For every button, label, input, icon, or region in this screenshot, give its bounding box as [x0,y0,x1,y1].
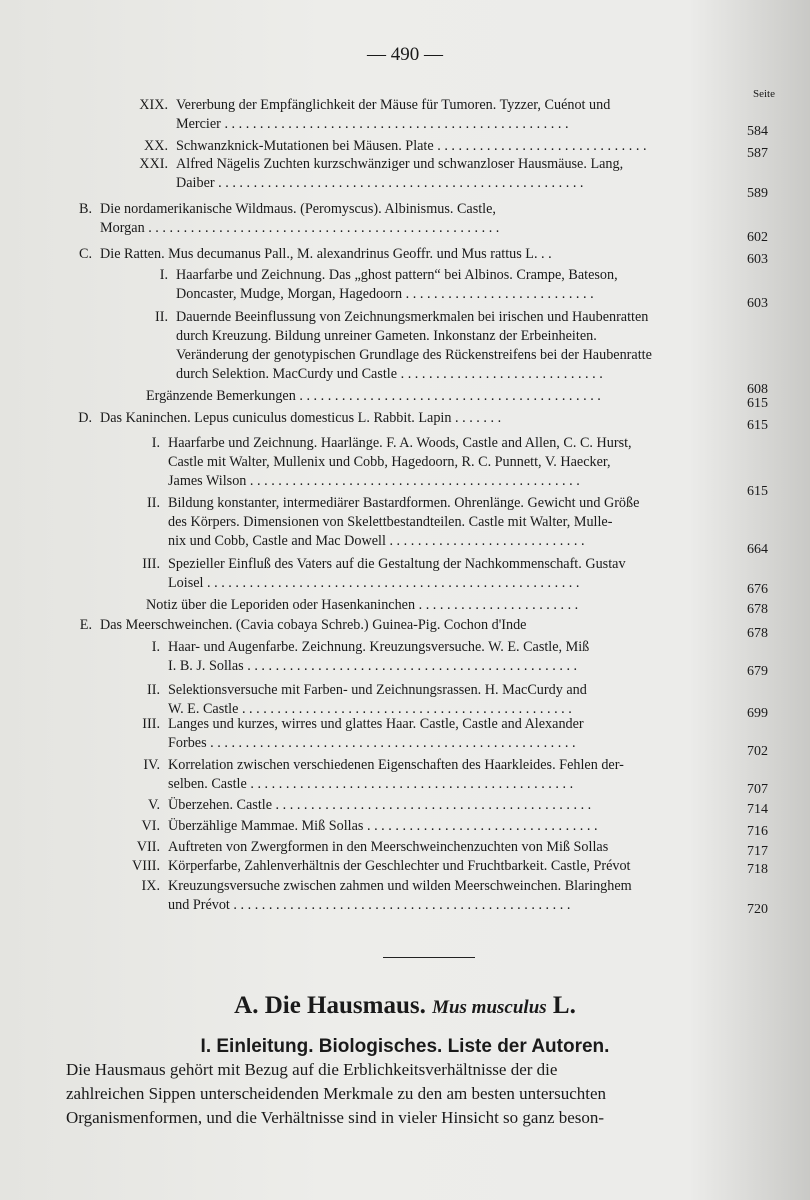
toc-entry-number: XIX. [139,97,168,113]
toc-entry-line: Haar- und Augenfarbe. Zeichnung. Kreuzungsversuche. W. E. Castle, Miß [168,639,590,655]
toc-page-number: 679 [747,664,768,679]
toc-entry-line: und Prévot . . . . . . . . . . . . . . . . . . . . . . . . . . . . . . . . . . . . . . . . . . . . . . . . [168,897,571,913]
toc-entry-line: James Wilson . . . . . . . . . . . . . . . . . . . . . . . . . . . . . . . . . . . . . . . . . . . . . . . [168,473,580,489]
toc-page-number: 717 [747,844,768,859]
toc-entry-number: B. [78,201,92,217]
toc-entry-line: Die Ratten. Mus decumanus Pall., M. alexandrinus Geoffr. und Mus rattus L. . . [100,246,552,262]
toc-page-number: 678 [747,602,768,617]
toc-entry-number: XXI. [139,156,168,172]
toc-entry-line: Schwanzknick-Mutationen bei Mäusen. Plate . . . . . . . . . . . . . . . . . . . . . . . . . . . . . . [176,138,647,154]
toc-entry-line: Auftreten von Zwergformen in den Meerschweinchenzuchten von Miß Sollas [168,839,609,855]
toc-entry-line: Loisel . . . . . . . . . . . . . . . . . . . . . . . . . . . . . . . . . . . . . . . . . . . . . . . . . . . . . [168,575,580,591]
toc-page-number: 664 [747,542,768,557]
toc-entry-line: Überzehen. Castle . . . . . . . . . . . . . . . . . . . . . . . . . . . . . . . . . . . . . . . . . . . . . [168,797,592,813]
toc-page-number: 702 [747,744,768,759]
toc-entry-line: Körperfarbe, Zahlenverhältnis der Geschlechter und Fruchtbarkeit. Castle, Prévot [168,858,631,874]
toc-entry-line: Bildung konstanter, intermediärer Bastardformen. Ohrenlänge. Gewicht und Größe [168,495,640,511]
toc-entry-number: III. [142,716,160,732]
toc-entry-line: Die nordamerikanische Wildmaus. (Peromyscus). Albinismus. Castle, [100,201,496,217]
toc-page-number: 718 [747,862,768,877]
toc-entry-line: Selektionsversuche mit Farben- und Zeichnungsrassen. H. MacCurdy and [168,682,587,698]
toc-entry-line: nix und Cobb, Castle and Mac Dowell . . . . . . . . . . . . . . . . . . . . . . . . . . . . [168,533,585,549]
toc-entry-line: I. B. J. Sollas . . . . . . . . . . . . . . . . . . . . . . . . . . . . . . . . . . . . . . . . . . . . . . . [168,658,578,674]
toc-entry-number: E. [79,617,92,633]
toc-page-number: 602 [747,230,768,245]
toc-entry-line: Doncaster, Mudge, Morgan, Hagedoorn . . . . . . . . . . . . . . . . . . . . . . . . . . . [176,286,594,302]
toc-entry-line: Haarfarbe und Zeichnung. Haarlänge. F. A. Woods, Castle and Allen, C. C. Hurst, [168,435,632,451]
toc-entry-number: VI. [141,818,160,834]
toc-entry-number: VIII. [132,858,160,874]
toc-page-number: 720 [747,902,768,917]
toc-entry-number: C. [78,246,92,262]
body-line-1: Die Hausmaus gehört mit Bezug auf die Erblichkeitsverhältnisse der die [66,1060,558,1079]
toc-entry-line: Notiz über die Leporiden oder Hasenkaninchen . . . . . . . . . . . . . . . . . . . . . . . [146,597,579,613]
toc-entry-line: Langes und kurzes, wirres und glattes Haar. Castle, Castle and Alexander [168,716,584,732]
toc-entry-line: Forbes . . . . . . . . . . . . . . . . . . . . . . . . . . . . . . . . . . . . . . . . . . . . . . . . . . . . [168,735,576,751]
toc-entry-number: I. [151,435,160,451]
toc-page-number: 676 [747,582,768,597]
toc-entry-line: Korrelation zwischen verschiedenen Eigenschaften des Haarkleides. Fehlen der- [168,757,624,773]
body-line-3: Organismenformen, und die Verhältnisse sind in vieler Hinsicht so ganz beson- [66,1108,605,1127]
toc-entry-line: durch Kreuzung. Bildung unreiner Gameten. Inkonstanz der Erbeinheiten. [176,328,597,344]
toc-entry-line: Überzählige Mammae. Miß Sollas . . . . . . . . . . . . . . . . . . . . . . . . . . . . . . . . . [168,818,598,834]
toc-entry-number: IV. [143,757,160,773]
section-heading-title: A. Die Hausmaus. [234,992,426,1019]
toc-entry-line: Morgan . . . . . . . . . . . . . . . . . . . . . . . . . . . . . . . . . . . . . . . . . . . . . . . . . . [100,220,500,236]
toc-page-number: 584 [747,124,768,139]
toc-page-number: 589 [747,186,768,201]
toc-entry-line: Castle mit Walter, Mullenix und Cobb, Hagedoorn, R. C. Punnett, V. Haecker, [168,454,611,470]
toc-entry-line: Dauernde Beeinflussung von Zeichnungsmerkmalen bei irischen und Haubenratten [176,309,649,325]
toc-page-number: 608 [747,382,768,397]
toc-entry-number: VII. [136,839,160,855]
toc-page-number: 714 [747,802,768,817]
subsection-heading: I. Einleitung. Biologisches. Liste der Autoren. [200,1036,610,1057]
toc-entry-line: Das Kaninchen. Lepus cuniculus domesticus L. Rabbit. Lapin . . . . . . . [100,410,502,426]
toc-page-number: 699 [747,706,768,721]
toc-page-number: 603 [747,296,768,311]
toc-entry-line: Das Meerschweinchen. (Cavia cobaya Schreb.) Guinea-Pig. Cochon d'Inde [100,617,527,633]
toc-page-number: 678 [747,626,768,641]
toc-entry-number: I. [151,639,160,655]
toc-entry-line: des Körpers. Dimensionen von Skelettbestandteilen. Castle mit Walter, Mulle- [168,514,613,530]
section-heading [0,992,810,1020]
toc-entry-line: Mercier . . . . . . . . . . . . . . . . . . . . . . . . . . . . . . . . . . . . . . . . . . . . . . . . . [176,116,569,132]
section-heading-author: L. [552,992,576,1019]
toc-entry-number: III. [142,556,160,572]
toc-entry-line: Kreuzungsversuche zwischen zahmen und wilden Meerschweinchen. Blaringhem [168,878,632,894]
toc-entry-line: selben. Castle . . . . . . . . . . . . . . . . . . . . . . . . . . . . . . . . . . . . . . . . . . . . . . [168,776,574,792]
toc-entry-number: D. [78,410,92,426]
toc-entry-number: V. [148,797,160,813]
toc-entry-line: Veränderung der genotypischen Grundlage des Rückenstreifens bei der Haubenratte [176,347,652,363]
toc-page-number: 587 [747,146,768,161]
toc-page-number: 707 [747,782,768,797]
toc-page-number: 615 [747,418,768,433]
toc-entry-line: Daiber . . . . . . . . . . . . . . . . . . . . . . . . . . . . . . . . . . . . . . . . . . . . . . . . . . . . [176,175,584,191]
toc-entry-line: W. E. Castle . . . . . . . . . . . . . . . . . . . . . . . . . . . . . . . . . . . . . . . . . . . . . . . [168,701,572,717]
toc-entry-number: II. [147,495,160,511]
toc-page-number: 603 [747,252,768,267]
page-number: — 490 — [367,44,443,65]
section-divider [383,957,475,958]
seite-label: Seite [753,88,775,100]
toc-entry-number: II. [155,309,168,325]
toc-entry-line: Ergänzende Bemerkungen . . . . . . . . . . . . . . . . . . . . . . . . . . . . . . . . . . . . . . . . . . . [146,388,601,404]
toc-entry-line: Vererbung der Empfänglichkeit der Mäuse für Tumoren. Tyzzer, Cuénot und [176,97,611,113]
toc-entry-line: Spezieller Einfluß des Vaters auf die Gestaltung der Nachkommenschaft. Gustav [168,556,626,572]
section-heading-latin: Mus musculus [432,997,547,1018]
toc-entry-line: durch Selektion. MacCurdy und Castle . . . . . . . . . . . . . . . . . . . . . . . . . . . . . [176,366,603,382]
body-line-2: zahlreichen Sippen unterscheidenden Merkmale zu den am besten untersuchten [66,1084,607,1103]
toc-entry-number: I. [159,267,168,283]
toc-page-number: 615 [747,396,768,411]
toc-entry-number: IX. [141,878,160,894]
toc-entry-line: Alfred Nägelis Zuchten kurzschwänziger und schwanzloser Hausmäuse. Lang, [176,156,624,172]
toc-entry-number: XX. [143,138,168,154]
toc-entry-line: Haarfarbe und Zeichnung. Das „ghost pattern“ bei Albinos. Crampe, Bateson, [176,267,618,283]
toc-entry-number: II. [147,682,160,698]
toc-page-number: 615 [747,484,768,499]
toc-page-number: 716 [747,824,768,839]
